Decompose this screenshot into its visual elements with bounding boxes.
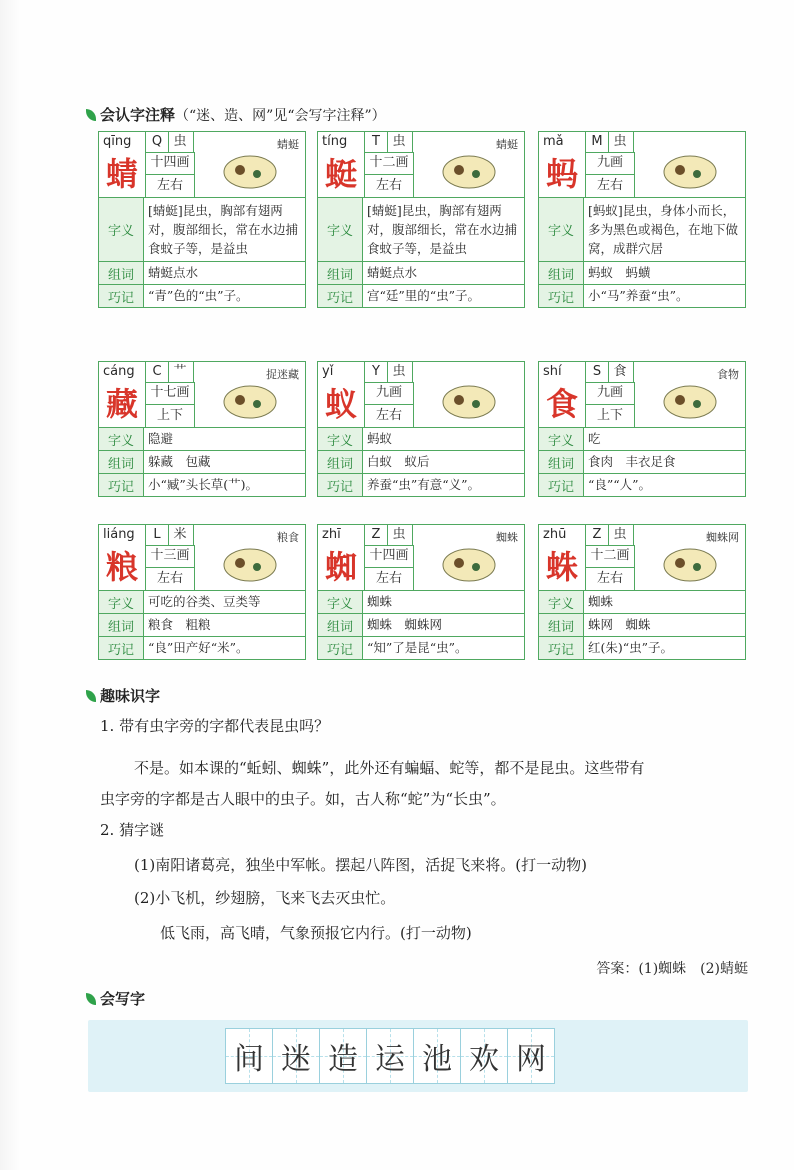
words-text: 蜘蛛 蜘蛛网 (367, 617, 443, 632)
riddle-2-line-2: 低飞雨，高飞晴，气象预报它内行。(打一动物) (160, 924, 472, 942)
meaning-text: 蜘蛛 (588, 594, 614, 609)
pinyin: zhū (543, 527, 567, 542)
memory-label: 巧记 (318, 637, 363, 659)
initial-letter: S (585, 362, 609, 383)
stroke-count: 十二画 (585, 545, 635, 568)
meaning-text: [蜻蜓]昆虫，胸部有翅两对，腹部细长，常在水边捕食蚊子等，是益虫 (367, 203, 518, 256)
words-text: 食肉 丰衣足食 (588, 454, 676, 469)
words-text: 粮食 粗粮 (148, 617, 211, 632)
illustration (414, 132, 524, 197)
stroke-count: 十七画 (145, 382, 195, 405)
pinyin: qīng (103, 134, 132, 149)
radical: 虫 (167, 132, 194, 153)
meaning-row (318, 198, 524, 262)
memory-row (99, 474, 305, 496)
illustration-label: 捉迷藏 (266, 368, 299, 381)
leaf-icon (86, 993, 96, 1005)
card-header (539, 525, 745, 591)
initial-letter: C (145, 362, 169, 383)
answer-1-line-1: 不是。如本课的“蚯蚓、蜘蛛”，此外还有蝙蝠、蛇等，都不是昆虫。这些带有 (134, 759, 645, 777)
write-char: 欢 (469, 1042, 499, 1077)
memory-row (539, 474, 745, 496)
words-label: 组词 (99, 614, 144, 636)
memory-text: 小“马”养蚕“虫”。 (588, 288, 689, 303)
meaning-row (99, 198, 305, 262)
pinyin: yǐ (322, 364, 334, 379)
memory-text: “青”色的“虫”子。 (148, 288, 249, 303)
initial-letter: Z (585, 525, 609, 546)
memory-row (99, 285, 305, 307)
character: 蜘 (324, 548, 357, 586)
structure: 左右 (145, 174, 195, 197)
words-label: 组词 (539, 262, 584, 284)
illustration (635, 525, 745, 590)
write-cell (460, 1028, 508, 1084)
structure: 左右 (364, 174, 414, 197)
initial-letter: M (585, 132, 609, 153)
writing-practice-box (88, 1020, 748, 1092)
character: 蜓 (324, 155, 357, 193)
stroke-count: 十三画 (145, 545, 195, 568)
char-card-mǎ (538, 131, 746, 308)
stroke-count: 九画 (364, 382, 414, 405)
meaning-text: [蜻蜓]昆虫，胸部有翅两对，腹部细长，常在水边捕食蚊子等，是益虫 (148, 203, 299, 256)
meaning-label: 字义 (539, 428, 584, 450)
words-label: 组词 (539, 614, 584, 636)
meaning-row (539, 591, 745, 614)
illustration-label: 蜘蛛网 (706, 531, 739, 544)
riddle-2-line-1: (2)小飞机，纱翅膀，飞来飞去灭虫忙。 (134, 889, 396, 907)
radical: 食 (607, 362, 634, 383)
illustration-label: 蜘蛛 (496, 531, 518, 544)
card-header (99, 132, 305, 198)
section-fun-title: 趣味识字 (86, 685, 160, 706)
structure: 左右 (585, 567, 635, 590)
card-header (539, 362, 745, 428)
words-text: 蜻蜓点水 (148, 265, 199, 280)
illustration-icon (635, 132, 745, 197)
riddle-answer: 答案：(1)蜘蛛 (2)蜻蜓 (596, 961, 748, 977)
words-row (539, 614, 745, 637)
illustration (195, 132, 305, 197)
char-card-cáng (98, 361, 306, 497)
illustration (414, 525, 524, 590)
pinyin: tíng (322, 134, 348, 149)
memory-text: 红(朱)“虫”子。 (588, 640, 674, 655)
memory-row (318, 474, 524, 496)
illustration-label: 粮食 (277, 531, 299, 544)
memory-label: 巧记 (99, 637, 144, 659)
words-label: 组词 (99, 262, 144, 284)
meaning-row (318, 591, 524, 614)
radical: 虫 (386, 362, 413, 383)
write-cell (272, 1028, 320, 1084)
memory-text: 宫“廷”里的“虫”子。 (367, 288, 481, 303)
words-row (99, 614, 305, 637)
character: 藏 (105, 385, 138, 423)
answer-1-line-2: 虫字旁的字都是古人眼中的虫子。如，古人称“蛇”为“长虫”。 (100, 790, 506, 808)
memory-text: “良”田产好“米”。 (148, 640, 249, 655)
pinyin: zhī (322, 527, 341, 542)
illustration-label: 蜻蜓 (496, 138, 518, 151)
write-cell (319, 1028, 367, 1084)
meaning-label: 字义 (318, 428, 363, 450)
write-char: 造 (328, 1042, 358, 1077)
meaning-text: 可吃的谷类、豆类等 (148, 594, 261, 609)
memory-label: 巧记 (539, 637, 584, 659)
words-text: 躲藏 包藏 (148, 454, 211, 469)
meaning-label: 字义 (539, 591, 584, 613)
meaning-label: 字义 (99, 198, 144, 261)
memory-label: 巧记 (318, 285, 363, 307)
meaning-label: 字义 (318, 198, 363, 261)
illustration-label: 食物 (717, 368, 739, 381)
initial-letter: Z (364, 525, 388, 546)
words-text: 蜻蜓点水 (367, 265, 418, 280)
char-card-shí (538, 361, 746, 497)
illustration-label: 蜻蜓 (277, 138, 299, 151)
write-cell (366, 1028, 414, 1084)
page-shadow (0, 0, 20, 1170)
meaning-row (539, 428, 745, 451)
radical: 艹 (167, 362, 194, 383)
words-row (318, 451, 524, 474)
card-header (99, 362, 305, 428)
section-note: （“迷、造、网”见“会写字注释”） (175, 107, 386, 124)
card-header (318, 525, 524, 591)
write-char: 池 (422, 1042, 452, 1077)
character: 食 (545, 385, 578, 423)
meaning-row (99, 428, 305, 451)
character: 蚂 (545, 155, 578, 193)
radical: 虫 (386, 132, 413, 153)
stroke-count: 九画 (585, 382, 635, 405)
meaning-row (99, 591, 305, 614)
char-card-zhū (538, 524, 746, 660)
memory-text: “良”“人”。 (588, 477, 652, 492)
memory-label: 巧记 (318, 474, 363, 496)
writing-grid (226, 1028, 555, 1084)
character: 蚁 (324, 385, 357, 423)
memory-text: “知”了是昆“虫”。 (367, 640, 468, 655)
write-char: 运 (375, 1042, 405, 1077)
meaning-row (539, 198, 745, 262)
meaning-text: 蚂蚁 (367, 431, 393, 446)
words-row (539, 262, 745, 285)
card-header (99, 525, 305, 591)
illustration (635, 132, 745, 197)
initial-letter: Q (145, 132, 169, 153)
illustration (635, 362, 745, 427)
structure: 上下 (145, 404, 195, 427)
card-header (318, 132, 524, 198)
leaf-icon (86, 109, 96, 121)
riddle-1: (1)南阳诸葛亮，独坐中军帐。摆起八阵图，活捉飞来将。(打一动物) (134, 856, 587, 874)
radical: 米 (167, 525, 194, 546)
meaning-text: [蚂蚁]昆虫，身体小而长，多为黑色或褐色，在地下做窝，成群穴居 (588, 203, 739, 256)
memory-label: 巧记 (539, 474, 584, 496)
structure: 左右 (364, 404, 414, 427)
pinyin: mǎ (543, 134, 564, 149)
stroke-count: 十四画 (145, 152, 195, 175)
question-2: 2. 猜字谜 (100, 821, 165, 839)
words-row (318, 262, 524, 285)
question-1: 1. 带有虫字旁的字都代表昆虫吗？ (100, 717, 330, 735)
words-label: 组词 (318, 451, 363, 473)
meaning-label: 字义 (99, 428, 144, 450)
memory-label: 巧记 (539, 285, 584, 307)
card-header (539, 132, 745, 198)
illustration (195, 362, 305, 427)
character: 蛛 (545, 548, 578, 586)
radical: 虫 (607, 132, 634, 153)
character: 蜻 (105, 155, 138, 193)
memory-label: 巧记 (99, 474, 144, 496)
meaning-row (318, 428, 524, 451)
memory-row (318, 637, 524, 659)
memory-text: 小“臧”头长草(艹)。 (148, 477, 259, 492)
char-card-yǐ (317, 361, 525, 497)
meaning-label: 字义 (539, 198, 584, 261)
illustration (195, 525, 305, 590)
words-row (99, 451, 305, 474)
memory-label: 巧记 (99, 285, 144, 307)
stroke-count: 九画 (585, 152, 635, 175)
write-cell (413, 1028, 461, 1084)
char-card-tíng (317, 131, 525, 308)
words-row (99, 262, 305, 285)
memory-row (318, 285, 524, 307)
write-char: 网 (516, 1042, 546, 1077)
illustration-icon (414, 362, 524, 427)
words-label: 组词 (318, 614, 363, 636)
words-label: 组词 (539, 451, 584, 473)
words-row (539, 451, 745, 474)
structure: 左右 (364, 567, 414, 590)
radical: 虫 (386, 525, 413, 546)
meaning-text: 隐避 (148, 431, 174, 446)
write-cell (225, 1028, 273, 1084)
meaning-label: 字义 (318, 591, 363, 613)
memory-text: 养蚕“虫”有意“义”。 (367, 477, 481, 492)
structure: 上下 (585, 404, 635, 427)
section-write-title: 会写字 (86, 988, 145, 1009)
leaf-icon (86, 690, 96, 702)
stroke-count: 十二画 (364, 152, 414, 175)
memory-row (539, 637, 745, 659)
character: 粮 (105, 548, 138, 586)
char-card-qīng (98, 131, 306, 308)
words-row (318, 614, 524, 637)
initial-letter: T (364, 132, 388, 153)
pinyin: liáng (103, 527, 135, 542)
initial-letter: Y (364, 362, 388, 383)
write-char: 间 (234, 1042, 264, 1077)
char-card-liáng (98, 524, 306, 660)
structure: 左右 (145, 567, 195, 590)
write-cell (507, 1028, 555, 1084)
structure: 左右 (585, 174, 635, 197)
meaning-text: 蜘蛛 (367, 594, 393, 609)
words-text: 蚂蚁 蚂蟥 (588, 265, 651, 280)
char-card-zhī (317, 524, 525, 660)
meaning-label: 字义 (99, 591, 144, 613)
section-recognize-title: 会认字注释 （“迷、造、网”见“会写字注释”） (86, 104, 386, 125)
card-header (318, 362, 524, 428)
pinyin: cáng (103, 364, 135, 379)
words-label: 组词 (99, 451, 144, 473)
words-text: 蛛网 蜘蛛 (588, 617, 651, 632)
pinyin: shí (543, 364, 562, 379)
illustration (414, 362, 524, 427)
write-char: 迷 (281, 1042, 311, 1077)
initial-letter: L (145, 525, 169, 546)
meaning-text: 吃 (588, 431, 601, 446)
radical: 虫 (607, 525, 634, 546)
memory-row (99, 637, 305, 659)
words-text: 白蚁 蚁后 (367, 454, 430, 469)
memory-row (539, 285, 745, 307)
words-label: 组词 (318, 262, 363, 284)
stroke-count: 十四画 (364, 545, 414, 568)
